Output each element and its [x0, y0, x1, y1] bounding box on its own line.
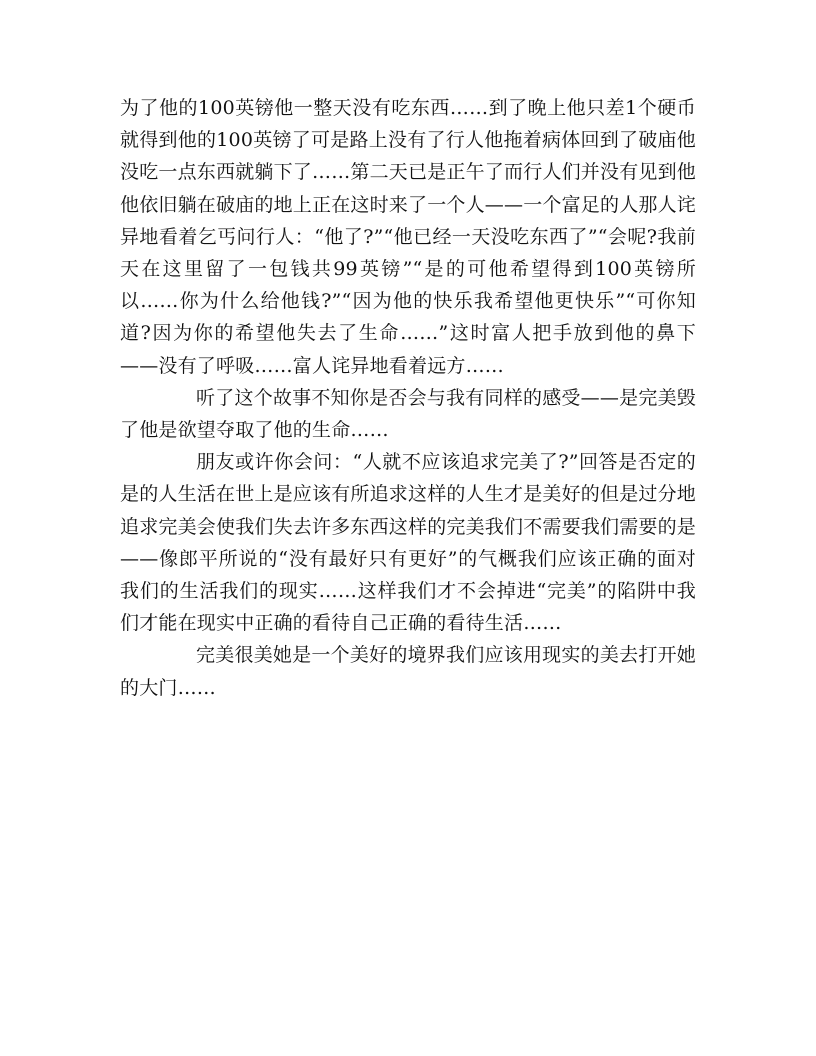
paragraph-argument: 朋友或许你会问：“人就不应该追求完美了?”回答是否定的是的人生活在世上是应该有所追求这样的人生才是美好的但是过分地追求完美会使我们失去许多东西这样的完美我们不需要我们需要的是——像郎平所说的“没有最好只有更好”的气概我们应该正确的面对我们的生活我们的现实……这样我们才不会掉进“完美”的陷阱中我们才能在现实中正确的看待自己正确的看待生活…… — [120, 451, 697, 635]
paragraph-reflection: 听了这个故事不知你是否会与我有同样的感受——是完美毁了他是欲望夺取了他的生命…… — [120, 386, 696, 442]
paragraph-conclusion: 完美很美她是一个美好的境界我们应该用现实的美去打开她的大门…… — [120, 644, 696, 699]
document-body — [120, 92, 696, 704]
paragraph-story: 为了他的100英镑他一整天没有吃东西……到了晚上他只差1个硬币就得到他的100英镑了可是路上没有了行人他拖着病体回到了破庙他没吃一点东西就躺下了……第二天已是正午了而行人们并没有见到他他依旧躺在破庙的地上正在这时来了一个人——一个富足的人那人诧异地看着乞丐问行人：“他了?”“他已经一天没吃东西了”“会呢?我前天在这里留了一包钱共99英镑”“是的可他希望得到100英镑所以……你为什么给他钱?”“因为他的快乐我希望他更快乐”“可你知道?因为你的希望他失去了生命……”这时富人把手放到他的鼻下——没有了呼吸……富人诧异地看着远方…… — [120, 97, 697, 377]
